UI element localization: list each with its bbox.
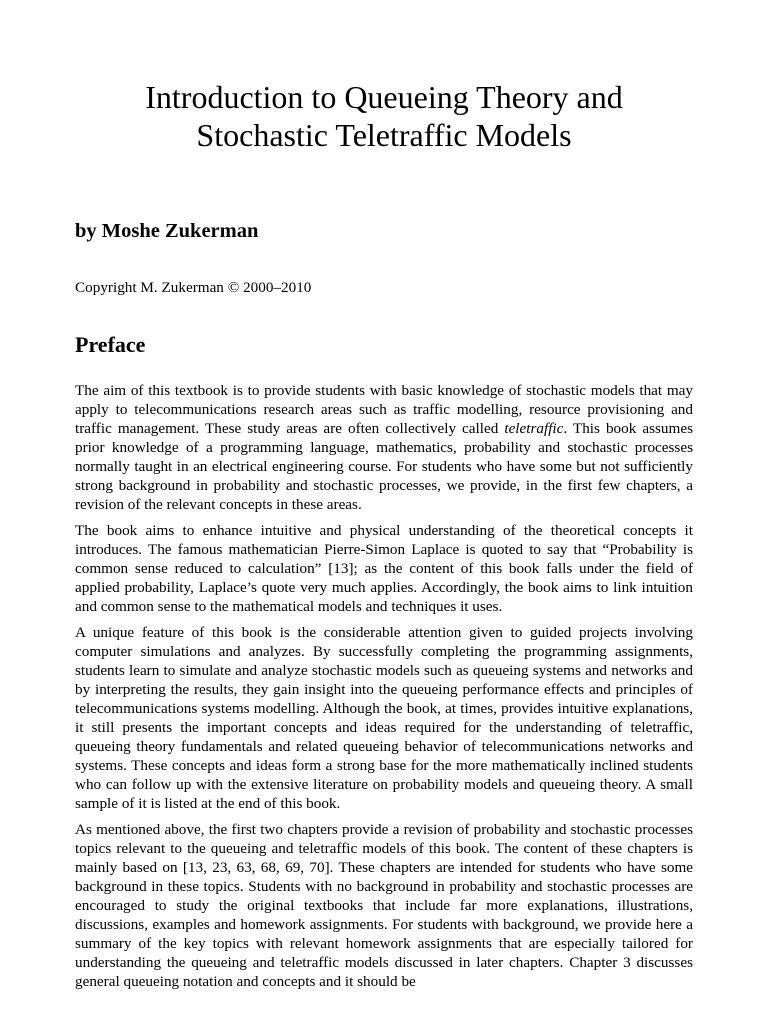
preface-paragraph-1 [75, 381, 693, 514]
preface-paragraph-4: As mentioned above, the first two chapters provide a revision of probability and stochastic processes topics relevant to the queueing and teletraffic models of this book. The content of these chapters is mainly based on [13, 23, 63, 68, 69, 70]. These chapters are intended for students who have some background in these topics. Students with no background in probability and stochastic processes are encouraged to study the original textbooks that include far more explanations, illustrations, discussions, examples and homework assignments. For students with background, we provide here a summary of the key topics with relevant homework assignments that are especially tailored for understanding the queueing and teletraffic models discussed in later chapters. Chapter 3 discusses general queueing notation and concepts and it should be [75, 821, 693, 990]
book-title [75, 0, 693, 154]
preface-paragraph-3: A unique feature of this book is the considerable attention given to guided projects involving computer simulations and analyzes. By successfully completing the programming assignments, students learn to simulate and analyze stochastic models such as queueing systems and networks and by interpreting the results, they gain insight into the queueing performance effects and principles of telecommunications systems modelling. Although the book, at times, provides intuitive explanations, it still presents the important concepts and ideas required for the understanding of teletraffic, queueing theory fundamentals and related queueing behavior of telecommunications networks and systems. These concepts and ideas form a strong base for the more mathematically inclined students who can follow up with the extensive literature on probability models and queueing theory. A small sample of it is listed at the end of this book. [75, 624, 693, 812]
title-line-2: Stochastic Teletraffic Models [196, 117, 572, 153]
copyright-line: Copyright M. Zukerman © 2000–2010 [75, 279, 312, 296]
preface-heading: Preface [75, 332, 146, 357]
paragraph-1-text-start: The aim of this textbook is to provide students with basic knowledge of stochastic models that may apply to telecommunications research areas such as traffic modelling, resource provisioning and traffic management. These study areas are often collectively called [75, 382, 693, 437]
preface-body [75, 381, 693, 991]
paragraph-1-text-end: . This book assumes prior knowledge of a programming language, mathematics, probability and stochastic processes normally taught in an electrical engineering course. For students who have some but not sufficiently strong background in probability and stochastic processes, we provide, in the first few chapters, a revision of the relevant concepts in these areas. [75, 420, 693, 513]
author-line: by Moshe Zukerman [75, 220, 259, 242]
teletraffic-term: teletraffic [504, 420, 564, 437]
preface-paragraph-2: The book aims to enhance intuitive and physical understanding of the theoretical concepts it introduces. The famous mathematician Pierre-Simon Laplace is quoted to say that “Probability is common sense reduced to calculation” [13]; as the content of this book falls under the field of applied probability, Laplace’s quote very much applies. Accordingly, the book aims to link intuition and common sense to the mathematical models and techniques it uses. [75, 522, 693, 615]
title-line-1: Introduction to Queueing Theory and [145, 79, 623, 115]
